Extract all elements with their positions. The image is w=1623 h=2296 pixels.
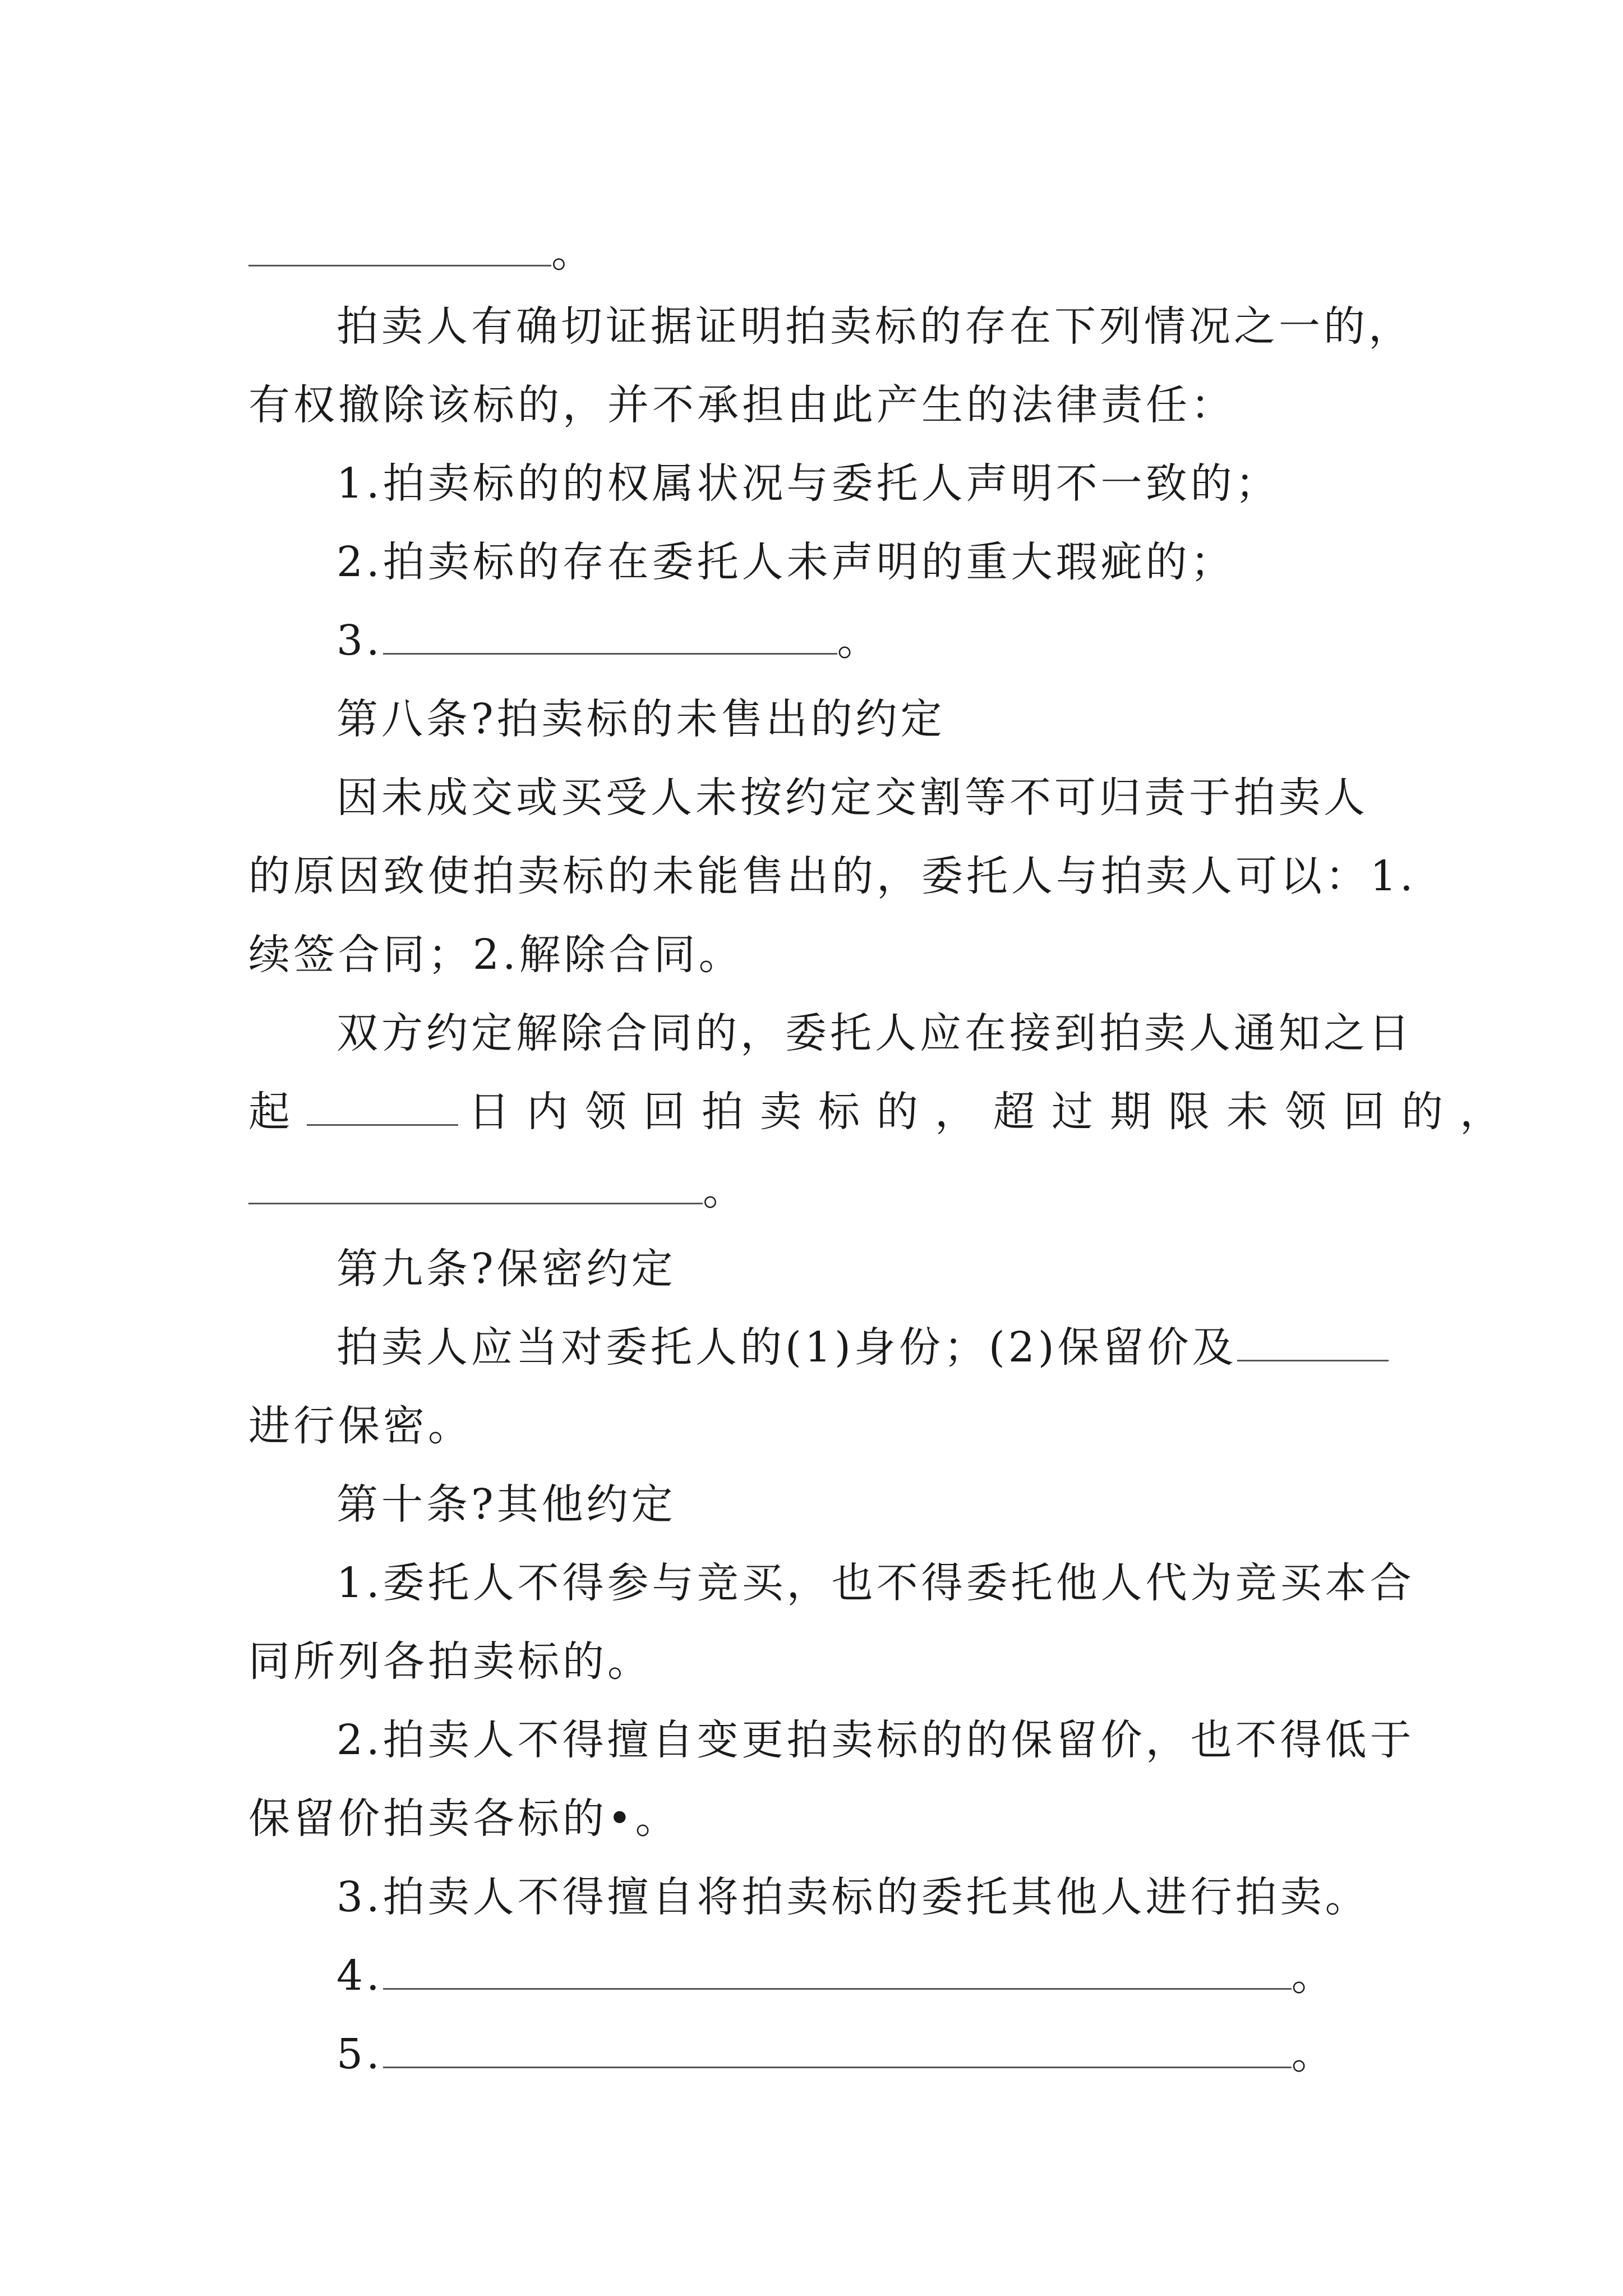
list-item-1: 1.拍卖标的的权属状况与委托人声明不一致的； [336,459,1280,508]
line-text: 。 [703,1166,748,1214]
paragraph-line [336,1319,1389,1375]
line-text: 起 [248,1088,307,1136]
line-text: 。 [1291,1952,1336,2000]
list-item-3 [336,613,882,669]
fill-blank[interactable] [248,230,551,266]
line-text: 日内领回拍卖标的，超过期限未领回的， [468,1088,1518,1136]
paragraph-line [248,1084,1518,1140]
list-item-2: 2.拍卖人不得擅自变更拍卖标的的保留价，也不得低于 [336,1716,1415,1764]
paragraph-line: 的原因致使拍卖标的未能售出的，委托人与拍卖人可以：1. [248,852,1417,900]
list-item-2: 2.拍卖标的存在委托人未声明的重大瑕疵的； [336,538,1235,586]
paragraph-line: 有权撤除该标的，并不承担由此产生的法律责任： [248,381,1235,429]
paragraph-line [248,1162,748,1218]
paragraph-line: 进行保密。 [248,1402,473,1450]
line-text: 。 [551,228,596,277]
item-number: 3. [336,616,383,665]
item-number: 5. [336,2030,383,2078]
paragraph-line: 双方约定解除合同的，委托人应在接到拍卖人通知之日 [336,1009,1413,1057]
paragraph-line: 同所列各拍卖标的。 [248,1637,652,1686]
section-heading-article-9: 第九条?保密约定 [336,1245,676,1293]
line-blank-continuation [248,224,596,280]
paragraph-line: 保留价拍卖各标的•。 [248,1795,680,1843]
fill-blank[interactable] [248,1168,703,1204]
paragraph-line: 因未成交或买受人未按约定交割等不可归责于拍卖人 [336,774,1368,822]
fill-blank[interactable] [1237,1325,1389,1361]
paragraph-line: 续签合同；2.解除合同。 [248,931,744,979]
fill-blank[interactable] [383,618,837,655]
list-item-4 [336,1948,1336,2004]
section-heading-article-8: 第八条?拍卖标的未售出的约定 [336,695,946,743]
list-item-1: 1.委托人不得参与竞买，也不得委托他人代为竞买本合 [336,1559,1415,1607]
fill-blank[interactable] [383,2032,1292,2068]
line-text: 。 [837,616,882,665]
section-heading-article-10: 第十条?其他约定 [336,1480,676,1529]
list-item-5 [336,2026,1336,2082]
paragraph-line: 拍卖人有确切证据证明拍卖标的存在下列情况之一的， [336,302,1413,351]
item-number: 4. [336,1952,383,2000]
line-text: 拍卖人应当对委托人的(1)身份；(2)保留价及 [336,1323,1237,1372]
fill-blank[interactable] [307,1089,458,1126]
line-text: 。 [1291,2030,1336,2078]
list-item-3: 3.拍卖人不得擅自将拍卖标的委托其他人进行拍卖。 [336,1873,1370,1921]
fill-blank[interactable] [383,1953,1292,1990]
